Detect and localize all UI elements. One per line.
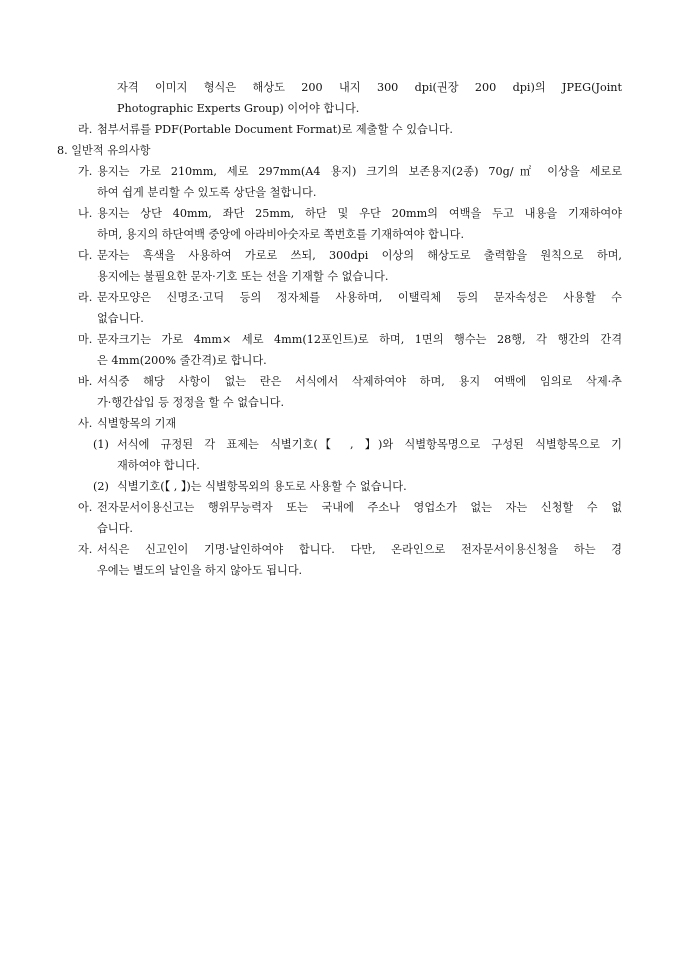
sa-sub-2-text: 식별기호(【 , 】)는 식별항목외의 용도로 사용할 수 없습니다. bbox=[117, 480, 407, 493]
item-ga-line-2: 하여 쉽게 분리할 수 있도록 상단을 철합니다. bbox=[97, 186, 317, 199]
sa-sub-1-line-2: 재하여야 합니다. bbox=[117, 459, 200, 472]
item-a-marker: 아. bbox=[78, 501, 93, 514]
ra-top-text: 첨부서류를 PDF(Portable Document Format)로 제출할 수 있습니다. bbox=[97, 123, 453, 136]
item-na-line-1: 용지는 상단 40mm, 좌단 25mm, 하단 및 우단 20mm의 여백을 두고 내용을 기재하여야 bbox=[97, 207, 622, 220]
item-sa-text: 식별항목의 기재 bbox=[97, 417, 177, 430]
item-ga-line-1: 용지는 가로 210mm, 세로 297mm(A4 용지) 크기의 보존용지(2종) 70g/㎡ 이상을 세로로 bbox=[97, 165, 622, 178]
item-sa-marker: 사. bbox=[78, 417, 93, 430]
item-na-marker: 나. bbox=[78, 207, 93, 220]
ra-top-marker: 라. bbox=[78, 123, 93, 136]
item-ma-marker: 마. bbox=[78, 333, 93, 346]
item-ba-marker: 바. bbox=[78, 375, 93, 388]
intro-line-1: 자격 이미지 형식은 해상도 200 내지 300 dpi(권장 200 dpi)의 JPEG(Joint bbox=[117, 81, 622, 94]
item-ra-marker: 라. bbox=[78, 291, 93, 304]
item-ba-line-2: 가·행간삽입 등 정정을 할 수 없습니다. bbox=[97, 396, 285, 409]
item-da-marker: 다. bbox=[78, 249, 93, 262]
item-ma-line-2: 은 4mm(200% 줄간격)로 합니다. bbox=[97, 354, 267, 367]
sa-sub-1-line-1: 서식에 규정된 각 표제는 식별기호(【 , 】)와 식별항목명으로 구성된 식별항목으로 기 bbox=[117, 438, 622, 451]
item-ma-line-1: 문자크기는 가로 4mm× 세로 4mm(12포인트)로 하며, 1면의 행수는 28행, 각 행간의 간격 bbox=[97, 333, 622, 346]
item-a-line-2: 습니다. bbox=[97, 522, 133, 535]
item-da-line-1: 문자는 흑색을 사용하여 가로로 쓰되, 300dpi 이상의 해상도로 출력함을 원칙으로 하며, bbox=[97, 249, 622, 262]
sa-sub-1-marker: (1) bbox=[93, 438, 109, 451]
item-ra-line-1: 문자모양은 신명조·고딕 등의 정자체를 사용하며, 이탤릭체 등의 문자속성은 사용할 수 bbox=[97, 291, 622, 304]
item-da-line-2: 용지에는 불필요한 문자·기호 또는 선을 기재할 수 없습니다. bbox=[97, 270, 389, 283]
item-ga-marker: 가. bbox=[78, 165, 93, 178]
intro-line-2: Photographic Experts Group) 이어야 합니다. bbox=[117, 102, 360, 115]
item-ja-marker: 자. bbox=[78, 543, 93, 556]
sa-sub-2-marker: (2) bbox=[93, 480, 109, 493]
item-ba-line-1: 서식중 해당 사항이 없는 란은 서식에서 삭제하여야 하며, 용지 여백에 임의로 삭제·추 bbox=[97, 375, 622, 388]
item-ja-line-2: 우에는 별도의 날인을 하지 않아도 됩니다. bbox=[97, 564, 303, 577]
section-8-heading: 8. 일반적 유의사항 bbox=[57, 144, 151, 157]
item-a-line-1: 전자문서이용신고는 행위무능력자 또는 국내에 주소나 영업소가 없는 자는 신청할 수 없 bbox=[97, 501, 622, 514]
item-ja-line-1: 서식은 신고인이 기명·날인하여야 합니다. 다만, 온라인으로 전자문서이용신청을 하는 경 bbox=[97, 543, 622, 556]
item-na-line-2: 하며, 용지의 하단여백 중앙에 아라비아숫자로 쪽번호를 기재하여야 합니다. bbox=[97, 228, 465, 241]
item-ra-line-2: 없습니다. bbox=[97, 312, 144, 325]
